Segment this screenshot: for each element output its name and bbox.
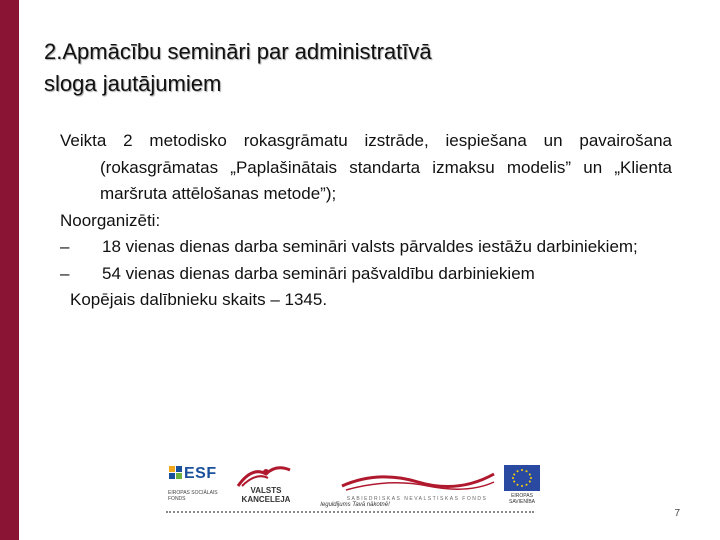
footer-dotted-divider: [166, 511, 534, 513]
paragraph-handbooks: Veikta 2 metodisko rokasgrāmatu izstrāde, iespiešana un pavairošana (rokasgrāmatas „Paplašinātais standarta izmaksu modelis” un „Klienta maršruta attēlošanas metode”);: [60, 131, 672, 203]
valsts-kanceleja-text: [238, 486, 294, 504]
valsts-kanceleja-emblem-icon: [232, 462, 294, 488]
slide-title: [44, 36, 684, 100]
esf-logo: [168, 464, 226, 508]
page-number: 7: [674, 508, 680, 519]
participants-total: Kopējais dalībnieku skaits – 1345.: [70, 290, 328, 309]
esf-logo-text: ESF: [184, 465, 217, 482]
paragraph-organized: Noorganizēti:: [60, 210, 161, 230]
slide-title-line-1: 2.Apmācību semināri par administratīvā: [44, 39, 432, 64]
list-item: [60, 261, 672, 288]
esf-logo-subtitle: EIROPAS SOCIĀLAIS FONDS: [168, 490, 218, 502]
list-item: [60, 234, 672, 261]
footer-logos: [160, 462, 550, 522]
list-item-text: 18 vienas dienas darba semināri valsts pārvaldes iestāžu darbiniekiem;: [102, 237, 638, 256]
list-item-text: 54 vienas dienas darba semināri pašvaldību darbiniekiem: [102, 263, 535, 283]
valsts-kanceleja-logo: [232, 462, 294, 508]
valsts-kanceleja-line-1: VALSTS: [250, 486, 282, 495]
valsts-kanceleja-line-2: KANCELEJA: [241, 495, 291, 504]
left-accent-bar: [0, 0, 19, 540]
eu-flag-caption: EIROPAS SAVIENĪBA: [508, 493, 536, 505]
slide-title-line-2: sloga jautājumiem: [44, 71, 222, 96]
footer-slogan: Ieguldījums Tavā nākotnē!: [300, 502, 410, 508]
partner-logo-subtitle: SABIEDRISKAS NEVALSTISKAS FONDS: [346, 496, 488, 502]
dash-bullet: –: [60, 263, 70, 283]
eu-flag-icon: [504, 465, 540, 491]
slide-body: [60, 128, 672, 314]
dash-bullet: –: [60, 237, 70, 256]
partner-emblem-icon: [338, 468, 498, 496]
esf-mark-icon: [168, 464, 184, 484]
